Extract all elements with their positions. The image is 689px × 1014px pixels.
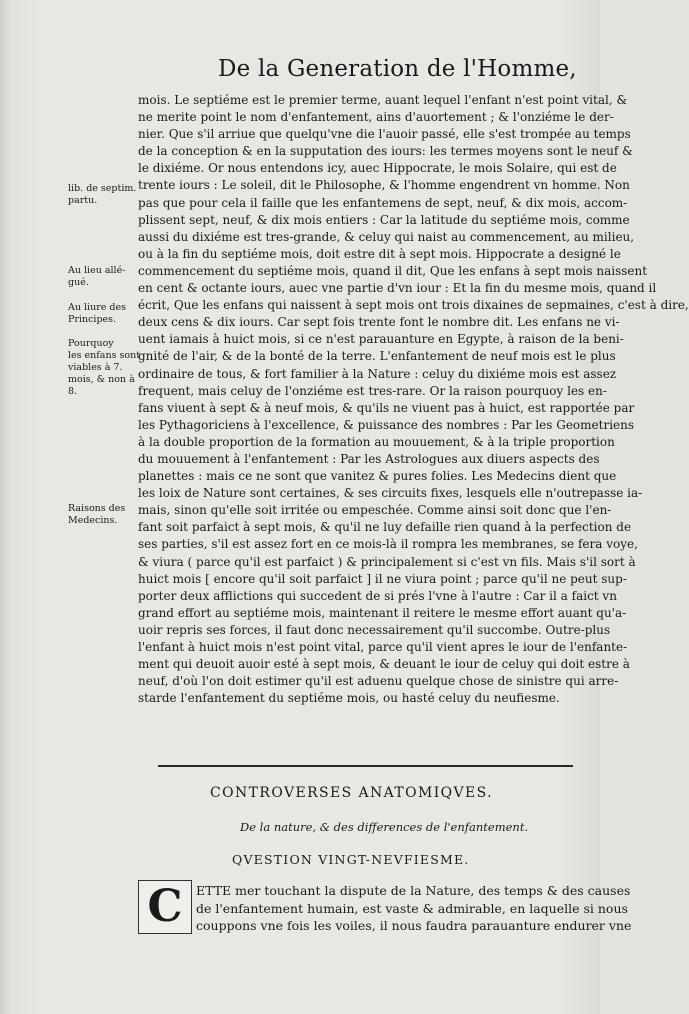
text-line: ne merite point le nom d'enfantement, ains d'auortement ; & l'onziéme le der- (138, 110, 614, 125)
intro-text-line: couppons vne fois les voiles, il nous faudra parauanture endurer vne (196, 918, 632, 933)
text-line: ses parties, s'il est assez fort en ce mois-là il rompra les membranes, se fera voye, (138, 537, 638, 552)
text-line: gnité de l'air, & de la bonté de la terre. L'enfantement de neuf mois est le plus (138, 349, 616, 364)
section-title: CONTROVERSES ANATOMIQVES. (210, 785, 494, 801)
margin-note-line: 8. (68, 386, 78, 397)
margin-note (68, 265, 138, 289)
text-line: & viura ( parce qu'il est parfaict ) & principalement si c'est vn fils. Mais s'il sort à (138, 554, 636, 569)
margin-note (68, 503, 138, 527)
intro-paragraph (196, 882, 632, 935)
text-line: pas que pour cela il faille que les enfantemens de sept, neuf, & dix mois, accom- (138, 195, 628, 210)
text-line: ordinaire de tous, & fort familier à la Nature : celuy du dixiéme mois est assez (138, 366, 617, 381)
question-heading: QVESTION VINGT-NEVFIESME. (232, 852, 470, 867)
running-head: De la Generation de l'Homme, (218, 56, 577, 82)
section-subtitle: De la nature, & des differences de l'enfantement. (240, 820, 529, 834)
text-line: en cent & octante iours, auec vne partie d'vn iour : Et la fin du mesme mois, quand il (138, 281, 657, 296)
text-line: ment qui deuoit auoir esté à sept mois, & deuant le iour de celuy qui doit estre à (138, 657, 630, 672)
text-line: deux cens & dix iours. Car sept fois trente font le nombre dit. Les enfans ne vi- (138, 315, 620, 330)
margin-note-line: Principes. (68, 314, 117, 325)
intro-text-line: de l'enfantement humain, est vaste & admirable, en laquelle si nous (196, 900, 628, 916)
margin-note-line: mois, & non à (68, 374, 135, 385)
margin-note-line: gué. (68, 277, 89, 288)
text-line: fans viuent à sept & à neuf mois, & qu'ils ne viuent pas à huict, est rapportée par (138, 400, 635, 415)
text-line: à la double proportion de la formation au mouuement, & à la triple proportion (138, 434, 615, 449)
text-line: de la conception & en la supputation des iours: les termes moyens sont le neuf & (138, 144, 633, 159)
text-line: les Pythagoriciens à l'excellence, & puissance des nombres : Par les Geometriens (138, 417, 635, 432)
margin-note-line: Medecins. (68, 515, 118, 526)
text-line: starde l'enfantement du septiéme mois, ou hasté celuy du neufiesme. (138, 691, 560, 706)
margin-note (68, 302, 138, 326)
text-line: nier. Que s'il arriue que quelqu'vne die l'auoir passé, elle s'est trompée au temps (138, 127, 631, 142)
text-line: huict mois [ encore qu'il soit parfaict ] il ne viura point ; parce qu'il ne peut sup- (138, 571, 627, 586)
text-line: mais, sinon qu'elle soit irritée ou empeschée. Comme ainsi soit donc que l'en- (138, 503, 612, 518)
text-line: neuf, d'où l'on doit estimer qu'il est aduenu quelque chose de sinistre qui arre- (138, 674, 619, 689)
text-line: plissent sept, neuf, & dix mois entiers : Car la latitude du septiéme mois, comme (138, 212, 630, 227)
margin-note-line: lib. de septim. (68, 183, 137, 194)
margin-note (68, 183, 138, 207)
margin-note-line: Au liure des (68, 302, 126, 313)
text-line: l'enfant à huict mois n'est point vital, parce qu'il vient apres le iour de l'enfante- (138, 640, 628, 654)
margin-note-line: partu. (68, 195, 98, 206)
dropcap-letter: C (147, 881, 183, 932)
margin-note-line: Raisons des (68, 503, 126, 514)
text-line: les loix de Nature sont certaines, & ses circuits fixes, lesquels elle n'outrepasse ia- (138, 486, 643, 501)
margin-note-line: Pourquoy (68, 338, 114, 349)
decorated-initial-letter (138, 880, 192, 934)
text-line: commencement du septiéme mois, quand il dit, Que les enfans à sept mois naissent (138, 263, 648, 278)
text-line: trente iours : Le soleil, dit le Philosophe, & l'homme engendrent vn homme. Non (138, 178, 630, 193)
margin-note-line: Au lieu allé- (68, 265, 126, 276)
text-line: écrit, Que les enfans qui naissent à sept mois ont trois dixaines de sepmaines, c'est à dire, (138, 298, 689, 313)
text-line: aussi du dixiéme est tres-grande, & celuy qui naist au commencement, au milieu, (138, 229, 635, 244)
text-line: uoir repris ses forces, il faut donc necessairement qu'il succombe. Outre-plus (138, 622, 611, 637)
text-line: planettes : mais ce ne sont que vanitez & pures folies. Les Medecins dient que (138, 469, 617, 484)
intro-text-line: ETTE mer touchant la dispute de la Nature, des temps & des causes (196, 883, 631, 898)
text-line: grand effort au septiéme mois, maintenant il reitere le mesme effort auant qu'a- (138, 605, 627, 620)
text-line: du mouuement à l'enfantement : Par les Astrologues aux diuers aspects des (138, 451, 600, 466)
text-line: le dixiéme. Or nous entendons icy, auec Hippocrate, le mois Solaire, qui est de (138, 161, 617, 176)
text-line: uent iamais à huict mois, si ce n'est parauanture en Egypte, à raison de la beni- (138, 332, 624, 347)
text-line: ou à la fin du septiéme mois, doit estre dit à sept mois. Hippocrate a designé le (138, 246, 621, 261)
text-line: fant soit parfaict à sept mois, & qu'il ne luy defaille rien quand à la perfection de (138, 520, 632, 535)
text-line: frequent, mais celuy de l'onziéme est tres-rare. Or la raison pourquoy les en- (138, 383, 607, 398)
margin-note-line: viables à 7. (68, 362, 123, 373)
main-text-block (138, 92, 689, 707)
margin-note (68, 338, 141, 398)
text-line: mois. Le septiéme est le premier terme, auant lequel l'enfant n'est point vital, & (138, 93, 628, 107)
margin-note-line: les enfans sont (68, 350, 141, 361)
section-divider-rule (158, 765, 573, 767)
text-line: porter deux afflictions qui succedent de si prés l'vne à l'autre : Car il a faict vn (138, 588, 617, 603)
